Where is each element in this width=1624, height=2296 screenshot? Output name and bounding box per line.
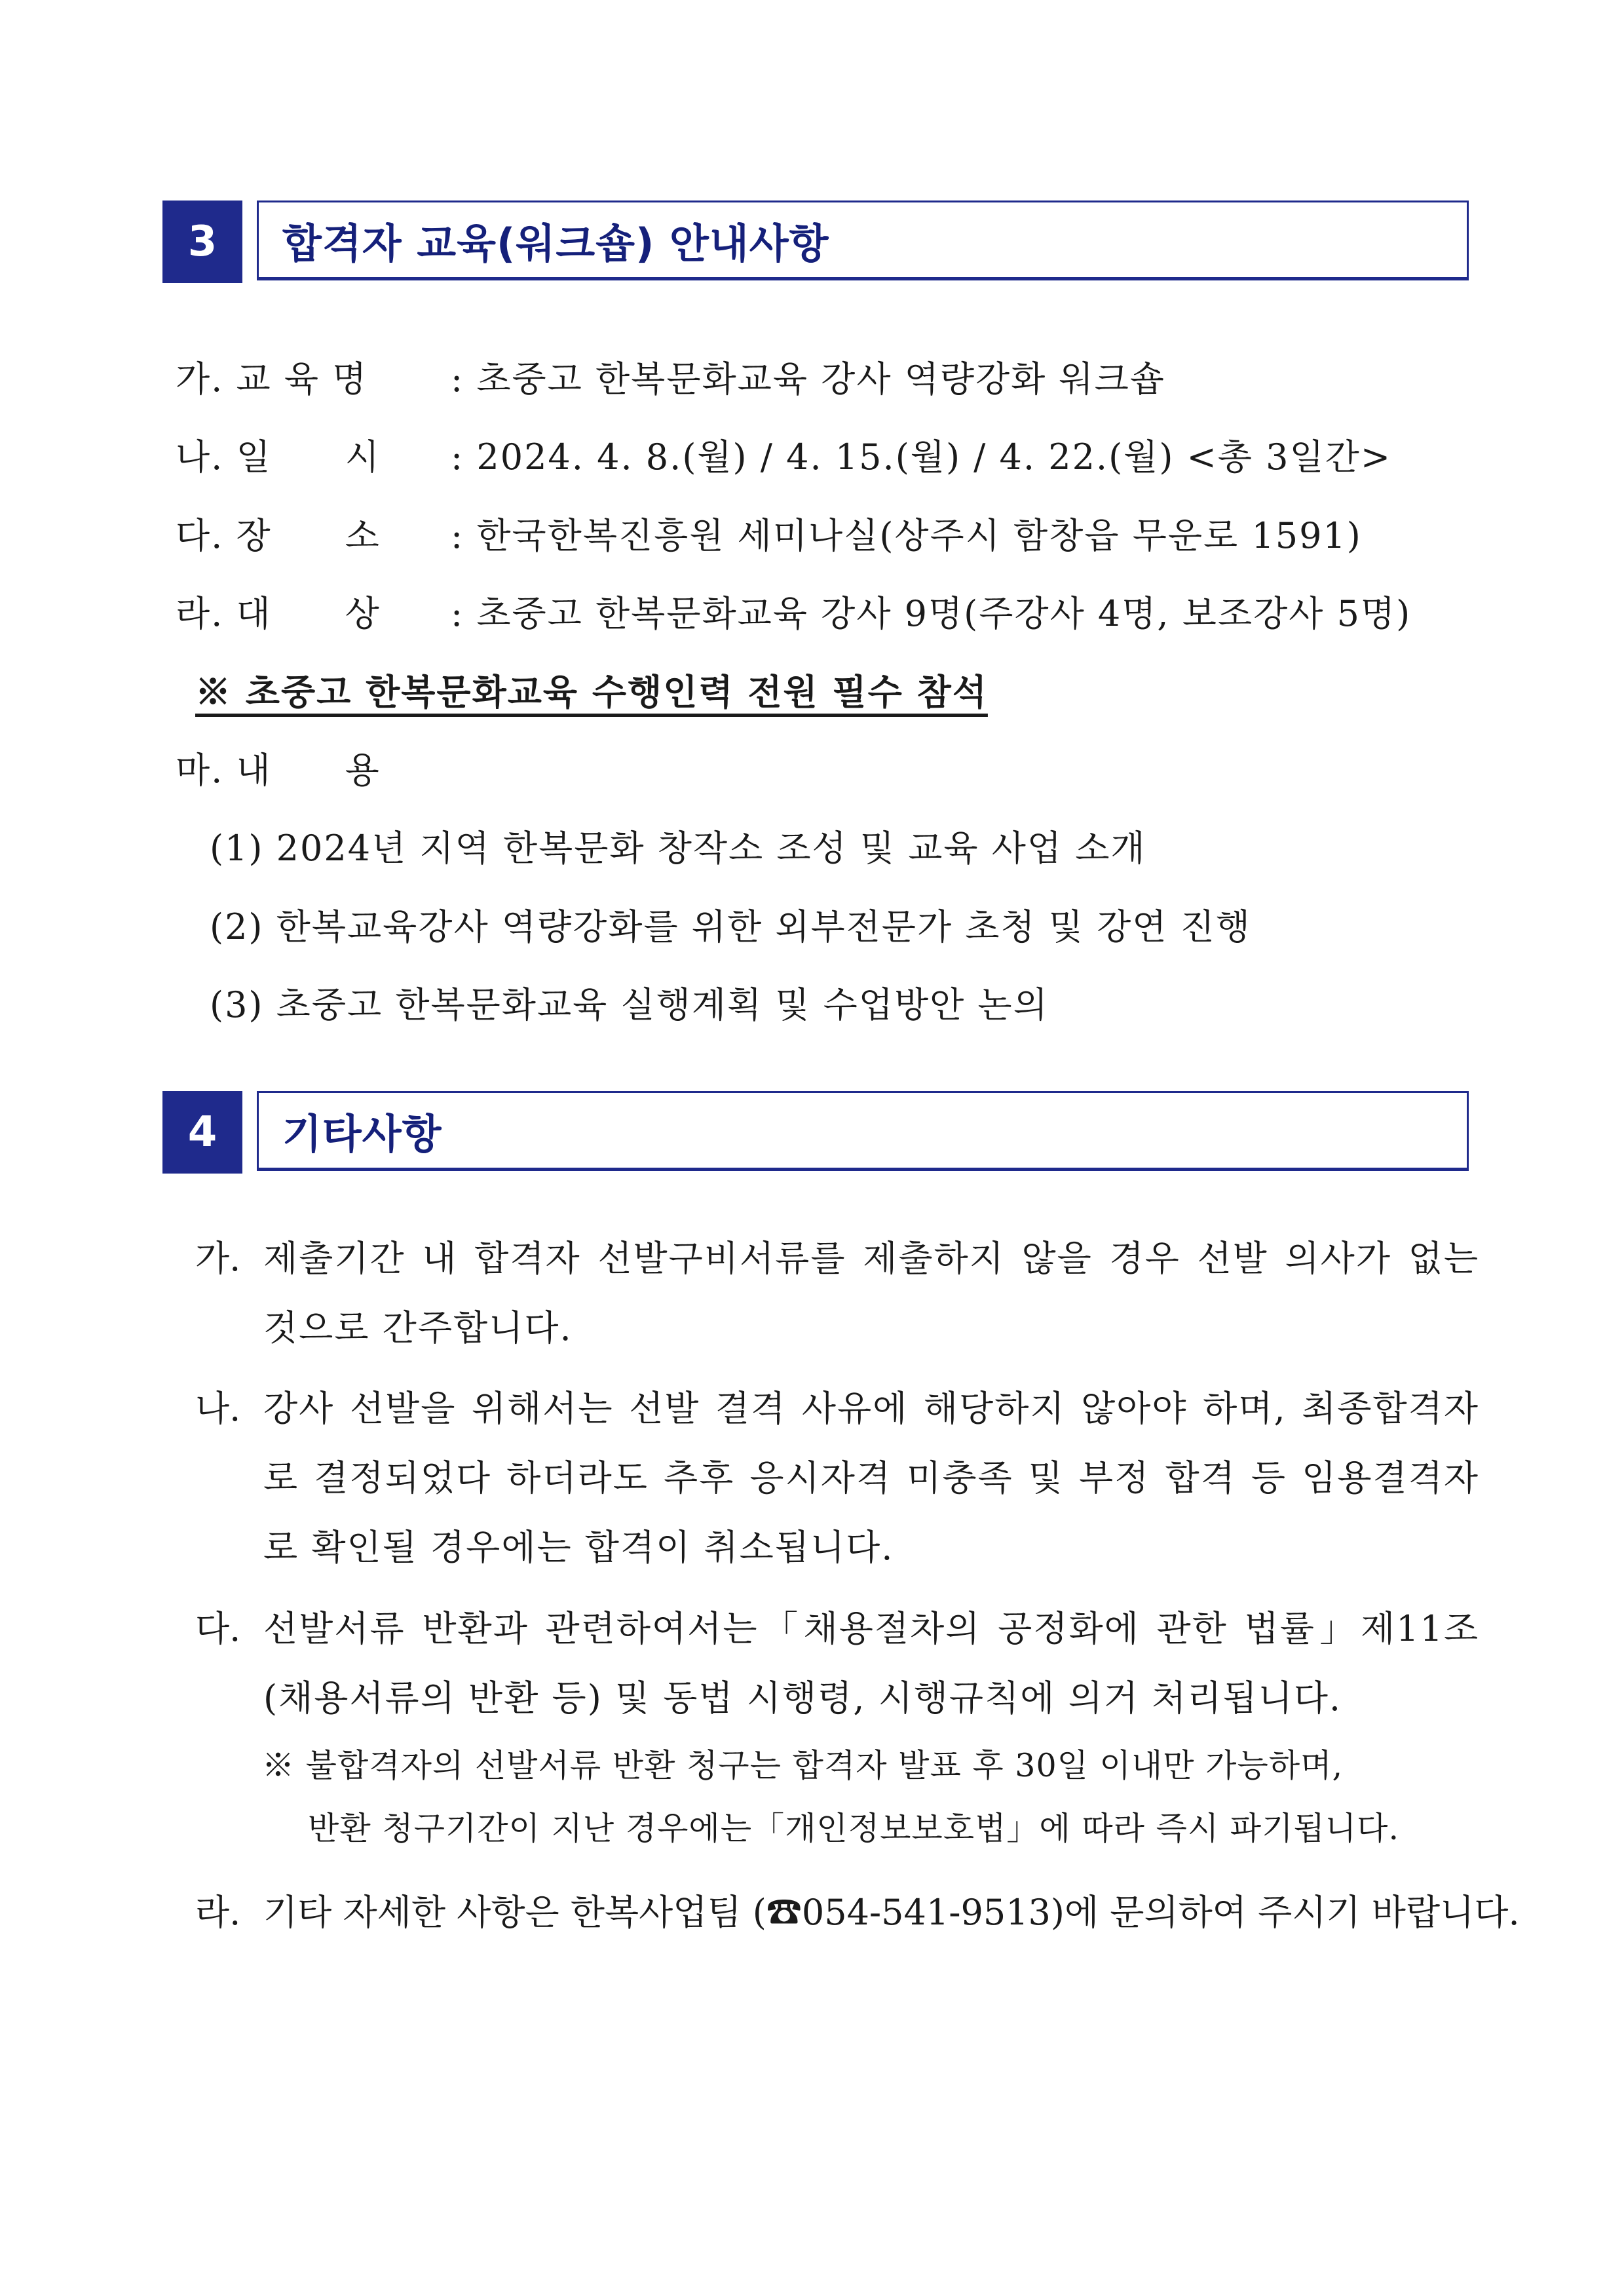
- item-text: 선발서류 반환과 관련하여서는「채용절차의 공정화에 관한 법률」제11조(채용서류의 반환 등) 및 동법 시행령, 시행규칙에 의거 처리됩니다.: [263, 1608, 1479, 1719]
- section-number: 4: [162, 1091, 242, 1174]
- info-value: : 초중고 한복문화교육 강사 역량강화 워크숍: [451, 358, 1165, 400]
- notice-item: [195, 1374, 1479, 1582]
- info-row: [176, 586, 1411, 636]
- item-marker: 다.: [195, 1608, 241, 1649]
- sub-note-text: 반환 청구기간이 지난 경우에는「개인정보보호법」에 따라 즉시 파기됩니다.: [308, 1810, 1400, 1847]
- info-row: [176, 351, 1165, 402]
- section-4-header: [162, 1091, 1473, 1174]
- info-value: : 초중고 한복문화교육 강사 9명(주강사 4명, 보조강사 5명): [451, 593, 1412, 634]
- section-3-header: [162, 201, 1473, 283]
- sub-note: ※ 불합격자의 선발서류 반환 청구는 합격자 발표 후 30일 이내만 가능하며,: [262, 1747, 1344, 1784]
- sub-note: [262, 1801, 1399, 1856]
- section-title: 기타사항: [257, 1091, 1469, 1171]
- content-item: (3) 초중고 한복문화교육 실행계획 및 수업방안 논의: [210, 984, 1049, 1025]
- content-item: (1) 2024년 지역 한복문화 창작소 조성 및 교육 사업 소개: [210, 828, 1146, 869]
- notice-item: [195, 1594, 1479, 1733]
- item-text: 기타 자세한 사항은 한복사업팀 (☎054-541-9513)에 문의하여 주시기 바랍니다.: [263, 1892, 1520, 1933]
- info-row: [176, 429, 1391, 480]
- info-value: : 한국한복진흥원 세미나실(상주시 함창읍 무운로 1591): [451, 515, 1362, 556]
- info-label: 다. 장 소: [176, 515, 381, 556]
- section-number: 3: [162, 201, 242, 283]
- item-marker: 나.: [195, 1388, 241, 1429]
- info-label: 가. 교 육 명: [176, 358, 368, 400]
- info-value: : 2024. 4. 8.(월) / 4. 15.(월) / 4. 22.(월) <총 3일간>: [451, 436, 1392, 478]
- content-label: 마. 내 용: [176, 750, 381, 791]
- attendance-notice: ※ 초중고 한복문화교육 수행인력 전원 필수 참석: [195, 671, 988, 713]
- item-text: 제출기간 내 합격자 선발구비서류를 제출하지 않을 경우 선발 의사가 없는 것으로 간주합니다.: [263, 1238, 1479, 1349]
- info-label: 나. 일 시: [176, 436, 381, 478]
- notice-item: [195, 1224, 1479, 1363]
- item-marker: 라.: [195, 1892, 241, 1933]
- notice-item: [195, 1878, 1520, 1947]
- item-text: 강사 선발을 위해서는 선발 결격 사유에 해당하지 않아야 하며, 최종합격자로 결정되었다 하더라도 추후 응시자격 미충족 및 부정 합격 등 임용결격자로 확인될 경우에는 합격이 취소됩니다.: [263, 1388, 1479, 1568]
- item-marker: 가.: [195, 1238, 241, 1279]
- section-title: 합격자 교육(워크숍) 안내사항: [257, 201, 1469, 280]
- content-item: (2) 한복교육강사 역량강화를 위한 외부전문가 초청 및 강연 진행: [210, 906, 1251, 947]
- info-row: [176, 508, 1362, 558]
- info-label: 라. 대 상: [176, 593, 381, 634]
